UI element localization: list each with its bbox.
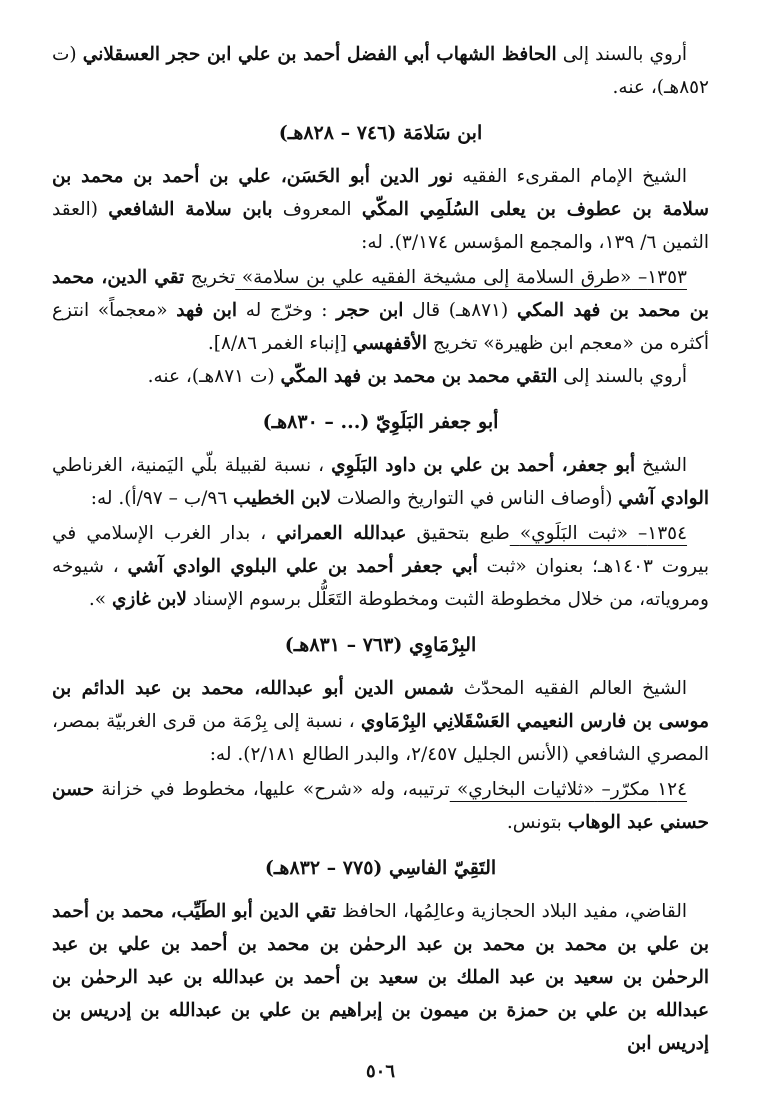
- text-segment: تخريج: [190, 267, 236, 288]
- person-name: ابن حجر: [336, 300, 404, 321]
- biography-ibn-salama: [52, 160, 709, 259]
- text-segment: ترتيبه، وله «شرح» عليها، مخطوط في خزانة: [101, 779, 450, 800]
- person-name: عبدالله العمراني: [276, 523, 407, 544]
- person-name: الحافظ الشهاب أبي الفضل أحمد بن علي ابن حجر العسقلاني: [82, 44, 557, 65]
- entry-124-repeat: [52, 773, 709, 839]
- heading-name: التَقِيّ الفاسِي: [389, 857, 497, 879]
- entry-number: ١٢٤ مكرّر–: [601, 779, 688, 800]
- text-segment: أروي بالسند إلى: [563, 366, 687, 387]
- text-segment: أروي بالسند إلى: [562, 44, 687, 65]
- text-segment: (أوصاف الناس في التواريخ والصلات: [336, 488, 613, 509]
- entry-lead: [450, 779, 687, 800]
- text-segment: المعروف: [282, 199, 352, 220]
- text-segment: (ت ٨٥٢هـ)، عنه.: [52, 44, 709, 98]
- entry-number: ١٣٥٣–: [637, 267, 687, 288]
- heading-dates: (٧٤٦ – ٨٢٨هـ): [278, 122, 397, 144]
- person-name: لابن الخطيب: [233, 488, 332, 509]
- page-number: ٥٠٦: [365, 1061, 395, 1082]
- text-segment: ٩٦/ب – ٩٧/أ). له:: [90, 488, 228, 509]
- section-heading-taqi-fasi: [52, 852, 709, 885]
- text-segment: القاضي، مفيد البلاد الحجازية وعالِمُها، الحافظ: [342, 901, 687, 922]
- entry-number: ١٣٥٤–: [638, 523, 688, 544]
- section-heading-birmawi: [52, 629, 709, 662]
- biography-abu-jaafar: [52, 449, 709, 515]
- person-name: أبي جعفر أحمد بن علي البلوي الوادي آشي: [127, 556, 478, 577]
- text-segment: : وخرّج له: [245, 300, 328, 321]
- text-segment: الشيخ: [642, 455, 687, 476]
- person-name: بابن سلامة الشافعي: [108, 199, 273, 220]
- text-segment: [إنباء الغمر ٨/٨٦].: [207, 333, 347, 354]
- heading-dates: (... – ٨٣٠هـ): [262, 411, 370, 433]
- text-segment: بتونس.: [506, 812, 562, 833]
- text-segment: الشيخ العالم الفقيه المحدّث: [463, 678, 687, 699]
- text-segment: (٨٧١هـ) قال: [412, 300, 509, 321]
- entry-1353: [52, 261, 709, 360]
- entry-title: «طرق السلامة إلى مشيخة الفقيه علي بن سلامة»: [241, 267, 632, 288]
- heading-dates: (٧٦٣ – ٨٣١هـ): [284, 634, 403, 656]
- biography-birmawi: [52, 672, 709, 771]
- person-name: نور الدين أبو الحَسَن، علي بن أحمد بن محمد بن سلامة بن عطوف بن يعلى السُلَمِي المكّي: [52, 166, 709, 220]
- person-name: تقي الدين أبو الطَيِّب، محمد بن أحمد بن علي بن محمد بن محمد بن عبد الرحمٰن بن محمد بن أحمد بن علي بن عبد الرحمٰن بن سعيد بن عبد الملك بن سعيد بن أحمد بن عبدالله بن عبد الرحمٰن بن عبدالله بن علي بن حمزة بن ميمون بن إبراهيم بن علي بن عبدالله بن إدريس بن إدريس ابن: [52, 901, 709, 1054]
- section-heading-abu-jaafar: [52, 406, 709, 439]
- entry-lead: [235, 267, 687, 288]
- text-segment: ، بدار الغرب الإسلامي في بيروت ١٤٠٣هـ؛ بعنوان «ثبت: [52, 523, 710, 577]
- entry-lead: [510, 523, 687, 544]
- person-name: الوادي آشي: [618, 488, 709, 509]
- heading-name: ابن سَلامَة: [402, 122, 483, 144]
- text-segment: (ت ٨٧١هـ)، عنه.: [147, 366, 275, 387]
- person-name: الأقفهسي: [352, 333, 428, 354]
- text-segment: ، شيوخه ومروياته، من خلال مخطوطة الثبت ومخطوطة التَعَلُّل برسوم الإسناد: [52, 556, 709, 610]
- biography-taqi-fasi: [52, 895, 709, 1060]
- text-segment: طبع بتحقيق: [416, 523, 510, 544]
- text-segment: «معجماً» انتزع أكثره من «معجم ابن ظهيرة» تخريج: [52, 300, 709, 354]
- person-name: حسن حسني عبد الوهاب: [52, 779, 709, 833]
- text-segment: ، نسبة إلى بِرْمَة من قرى الغربيّة بمصر، المصري الشافعي (الأنس الجليل ٢/٤٥٧، والبدر الطالع ٢/١٨١). له:: [52, 711, 709, 765]
- person-name: لابن غازي: [111, 589, 187, 610]
- text-segment: ، نسبة لقبيلة بلّي اليَمنية، الغرناطي: [52, 455, 325, 476]
- paragraph-narration-ibn-fahd: [52, 360, 709, 393]
- book-page: [52, 38, 709, 1082]
- text-segment: (العقد الثمين ٦/ ١٣٩، والمجمع المؤسس ٣/١٧٤). له:: [52, 199, 709, 253]
- text-segment: ».: [88, 589, 107, 610]
- text-segment: الشيخ الإمام المقرىء الفقيه: [462, 166, 687, 187]
- entry-1354: [52, 517, 709, 616]
- heading-name: أبو جعفر البَلَوِيّ: [376, 411, 499, 433]
- paragraph-narration-ibn-hajar: [52, 38, 709, 104]
- section-heading-ibn-salama: [52, 117, 709, 150]
- person-name: التقي محمد بن محمد بن فهد المكّي: [280, 366, 558, 387]
- entry-title: «ثلاثيات البخاري»: [456, 779, 595, 800]
- heading-name: البِرْمَاوِي: [408, 634, 477, 656]
- person-name: شمس الدين أبو عبدالله، محمد بن عبد الدائم بن موسى بن فارس النعيمي العَسْقَلانِي البِرْمَاوي: [52, 678, 709, 732]
- person-name: تقي الدين، محمد بن محمد بن فهد المكي: [52, 267, 709, 321]
- person-name: أبو جعفر، أحمد بن علي بن داود البَلَوِي: [331, 455, 636, 476]
- heading-dates: (٧٧٥ – ٨٣٢هـ): [264, 857, 383, 879]
- person-name: ابن فهد: [176, 300, 238, 321]
- entry-title: «ثبت البَلَوي»: [519, 523, 628, 544]
